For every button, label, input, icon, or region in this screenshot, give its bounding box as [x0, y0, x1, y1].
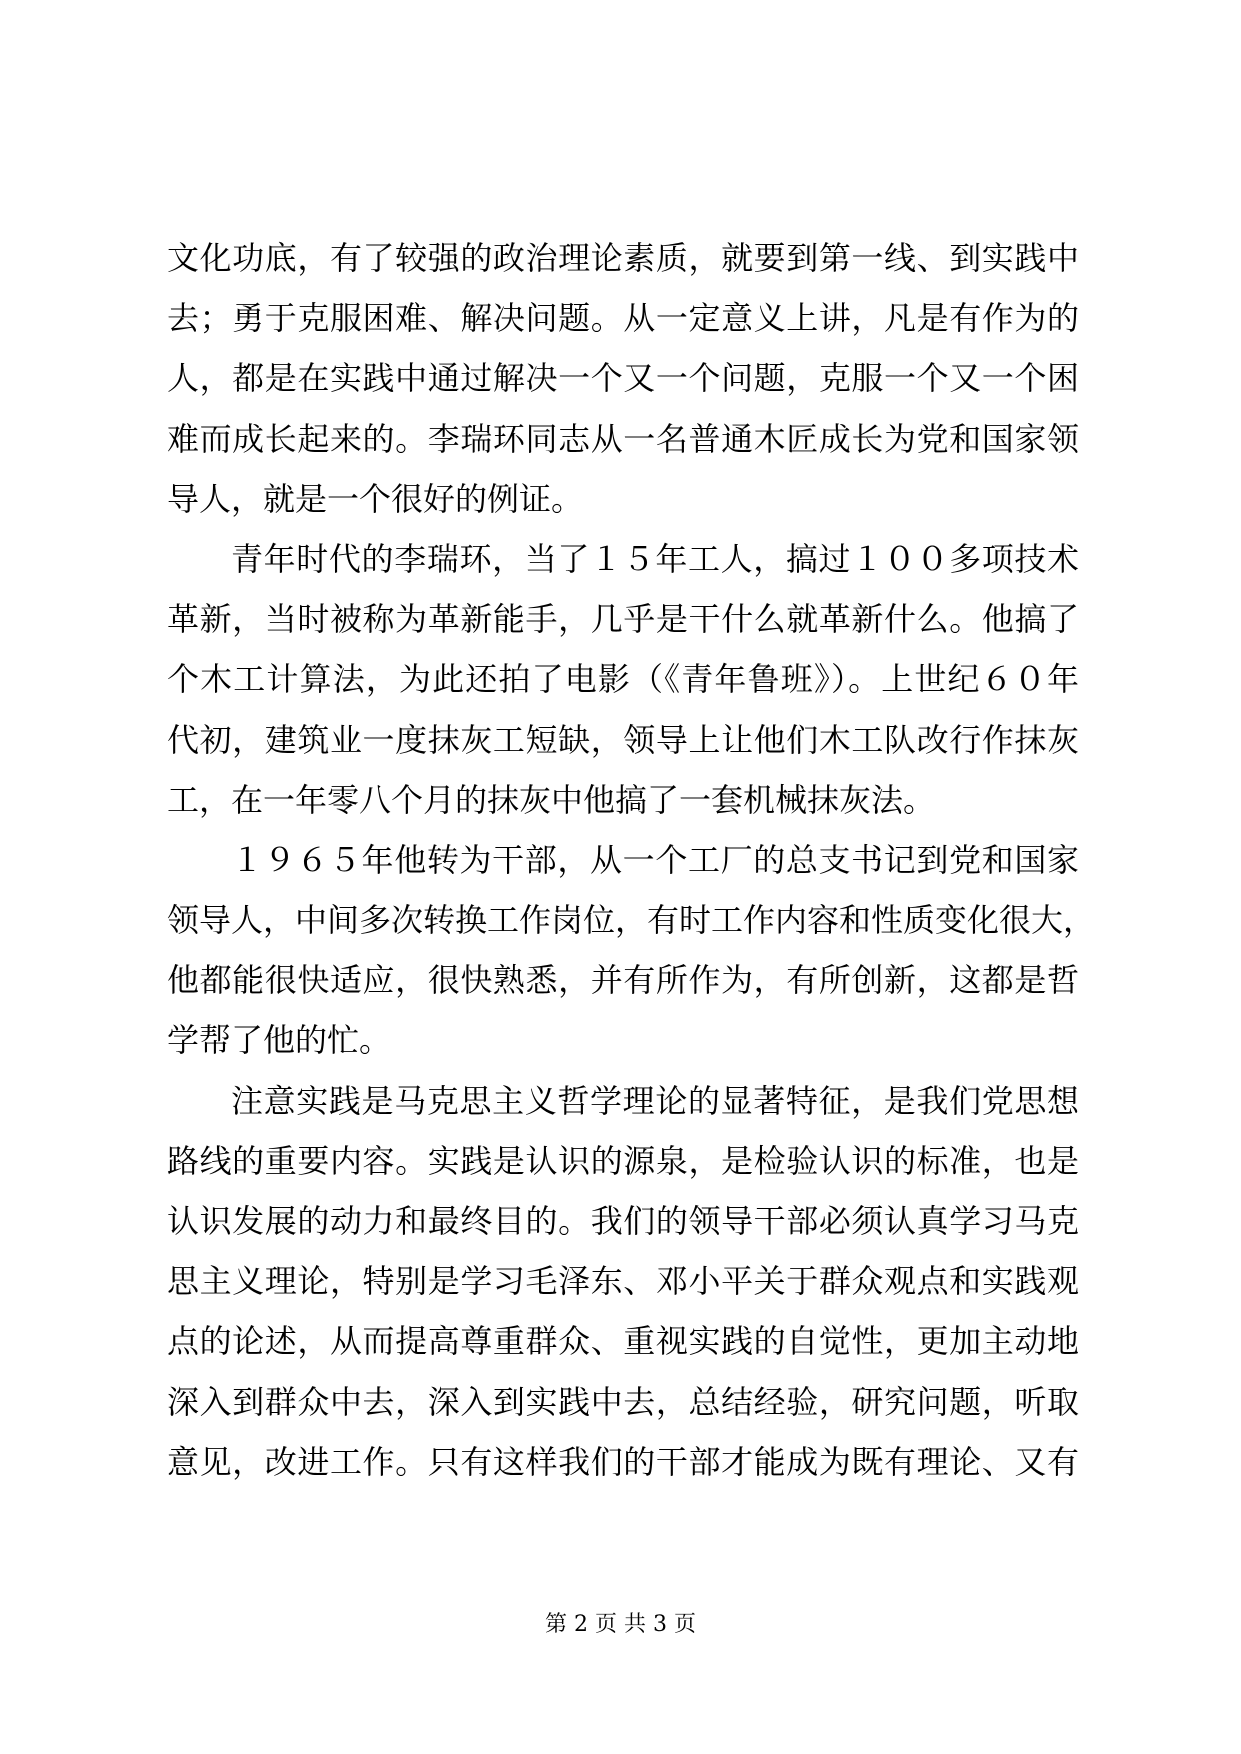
text-line: 代初，建筑业一度抹灰工短缺，领导上让他们木工队改行作抹灰: [167, 720, 1079, 759]
text-line: 去；勇于克服困难、解决问题。从一定意义上讲，凡是有作为的: [167, 299, 1079, 338]
page-footer: 第 2 页 共 3 页: [545, 1612, 696, 1637]
text-line: 意见，改进工作。只有这样我们的干部才能成为既有理论、又有: [167, 1442, 1079, 1481]
text-line: 路线的重要内容。实践是认识的源泉，是检验认识的标准，也是: [167, 1141, 1079, 1180]
text-line: 他都能很快适应，很快熟悉，并有所作为，有所创新，这都是哲: [167, 961, 1079, 1000]
text-line: １９６５年他转为干部，从一个工厂的总支书记到党和国家: [231, 840, 1079, 879]
text-line: 青年时代的李瑞环，当了１５年工人，搞过１００多项技术: [231, 539, 1079, 578]
text-line: 注意实践是马克思主义哲学理论的显著特征，是我们党思想: [231, 1081, 1079, 1120]
text-line: 领导人，中间多次转换工作岗位，有时工作内容和性质变化很大，: [167, 901, 1096, 940]
text-line: 个木工计算法，为此还拍了电影（《青年鲁班》）。上世纪６０年: [167, 660, 1079, 699]
text-line: 难而成长起来的。李瑞环同志从一名普通木匠成长为党和国家领: [167, 419, 1079, 458]
text-line: 深入到群众中去，深入到实践中去，总结经验，研究问题，听取: [167, 1382, 1079, 1421]
text-line: 导人，就是一个很好的例证。: [167, 479, 584, 518]
text-line: 思主义理论，特别是学习毛泽东、邓小平关于群众观点和实践观: [167, 1262, 1079, 1301]
text-line: 学帮了他的忙。: [167, 1021, 392, 1060]
text-line: 革新，当时被称为革新能手，几乎是干什么就革新什么。他搞了: [167, 600, 1079, 639]
text-line: 文化功底，有了较强的政治理论素质，就要到第一线、到实践中: [167, 239, 1079, 277]
text-line: 点的论述，从而提高尊重群众、重视实践的自觉性，更加主动地: [167, 1322, 1079, 1361]
text-line: 人，都是在实践中通过解决一个又一个问题，克服一个又一个困: [167, 359, 1079, 398]
text-line: 认识发展的动力和最终目的。我们的领导干部必须认真学习马克: [167, 1202, 1079, 1240]
body-text: [167, 228, 1096, 1492]
text-line: 工，在一年零八个月的抹灰中他搞了一套机械抹灰法。: [167, 780, 936, 819]
